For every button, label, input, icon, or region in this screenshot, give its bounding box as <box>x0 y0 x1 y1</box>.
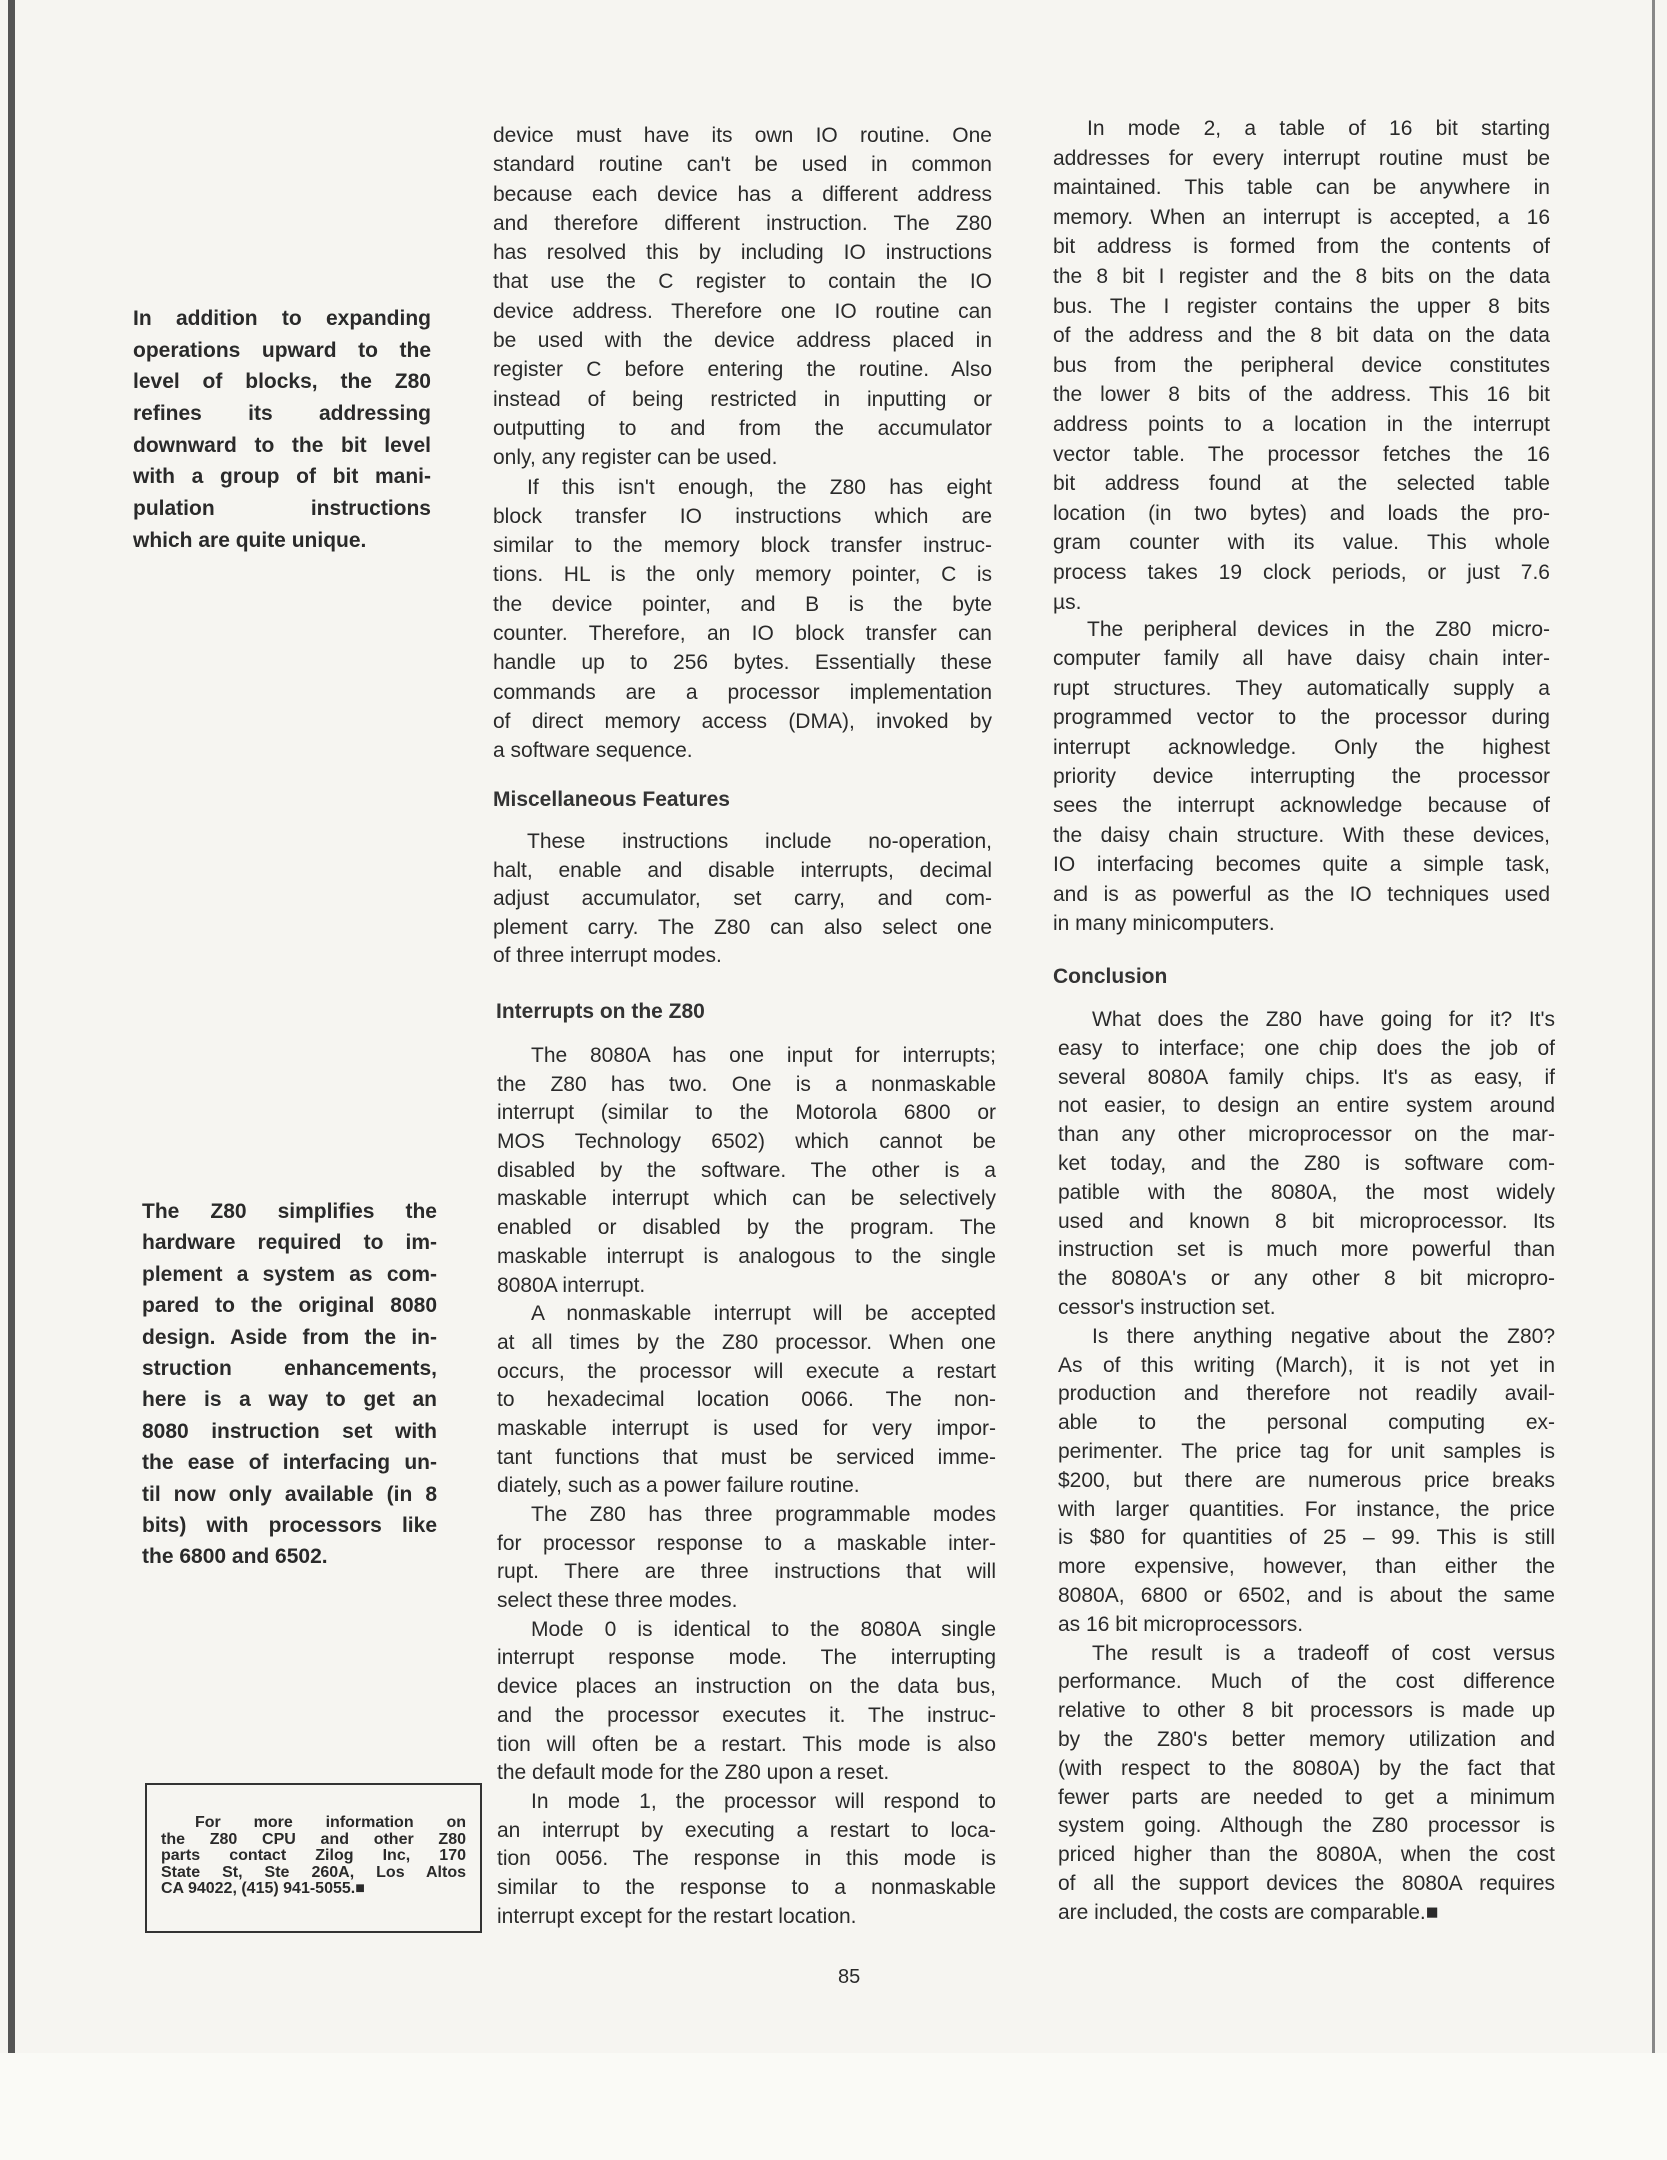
text-line: has resolved this by including IO instructions <box>493 241 992 265</box>
conclusion-text <box>1058 1006 1555 1928</box>
text-line: operations upward to the <box>133 338 431 362</box>
text-line: til now only available (in 8 <box>142 1482 437 1506</box>
text-line: A nonmaskable interrupt will be accepted <box>531 1302 996 1326</box>
text-line: pared to the original 8080 <box>142 1294 437 1318</box>
page-number: 85 <box>838 1966 861 1988</box>
text-line: instead of being restricted in inputting or <box>493 387 992 411</box>
text-line: These instructions include no-operation, <box>527 830 992 853</box>
text-line: downward to the bit level <box>133 433 431 457</box>
text-line: similar to the response to a nonmaskable <box>497 1875 996 1899</box>
text-line: maintained. This table can be anywhere in <box>1053 176 1550 200</box>
text-line: address points to a location in the interrupt <box>1053 412 1550 436</box>
text-line: interrupt except for the restart location. <box>497 1904 857 1928</box>
text-line: disabled by the software. The other is a <box>497 1158 996 1182</box>
text-line: the Z80 has two. One is a nonmaskable <box>497 1072 996 1096</box>
pullquote-hardware <box>142 1196 437 1573</box>
text-line: than any other microprocessor on the mar- <box>1058 1123 1555 1147</box>
text-line: of all the support devices the 8080A requires <box>1058 1871 1555 1895</box>
text-line: IO interfacing becomes quite a simple task, <box>1053 853 1550 877</box>
text-line: the ease of interfacing un- <box>142 1451 437 1475</box>
heading-conclusion: Conclusion <box>1053 965 1168 988</box>
text-line: pulation instructions <box>133 497 431 521</box>
text-line: process takes 19 clock periods, or just 7.6 <box>1053 560 1550 584</box>
text-line: patible with the 8080A, the most widely <box>1058 1180 1555 1204</box>
text-line: CA 94022, (415) 941-5055.■ <box>161 1880 365 1897</box>
text-line: production and therefore not readily avail- <box>1058 1382 1555 1406</box>
text-line: maskable interrupt which can be selectively <box>497 1187 996 1211</box>
text-line: here is a way to get an <box>142 1388 437 1412</box>
text-line: computer family all have daisy chain inter- <box>1053 647 1550 671</box>
text-line: select these three modes. <box>497 1589 738 1613</box>
text-line: diately, such as a power failure routine. <box>497 1474 860 1498</box>
text-line: fewer parts are needed to get a minimum <box>1058 1785 1555 1809</box>
text-line: the lower 8 bits of the address. This 16 bit <box>1053 383 1550 407</box>
text-line: rupt structures. They automatically supply a <box>1053 676 1550 700</box>
text-line: In mode 1, the processor will respond to <box>531 1789 996 1813</box>
text-line: by the Z80's better memory utilization and <box>1058 1727 1555 1751</box>
text-line: the Z80 CPU and other Z80 <box>161 1830 466 1848</box>
text-line: The peripheral devices in the Z80 micro- <box>1087 618 1550 641</box>
text-line: The Z80 simplifies the <box>142 1200 437 1223</box>
text-line: What does the Z80 have going for it? It's <box>1092 1008 1555 1031</box>
text-line: plement carry. The Z80 can also select one <box>493 915 992 939</box>
text-line: priority device interrupting the processor <box>1053 764 1550 788</box>
text-line: block transfer IO instructions which are <box>493 504 992 528</box>
text-line: which are quite unique. <box>133 528 367 552</box>
text-line: interrupt response mode. The interrupting <box>497 1646 996 1670</box>
text-line: cessor's instruction set. <box>1058 1295 1276 1319</box>
text-line: to hexadecimal location 0066. The non- <box>497 1388 996 1412</box>
text-line: and the processor executes it. The instruc- <box>497 1703 996 1727</box>
io-routine-text <box>493 121 992 766</box>
text-line: the default mode for the Z80 upon a reset. <box>497 1761 890 1785</box>
text-line: be used with the device address placed in <box>493 329 992 353</box>
text-line: outputting to and from the accumulator <box>493 416 992 440</box>
pullquote-bit-manipulation <box>133 303 431 557</box>
text-line: tion 0056. The response in this mode is <box>497 1847 996 1871</box>
mode2-text <box>1053 114 1550 617</box>
text-line: more expensive, however, than either the <box>1058 1555 1555 1579</box>
text-line: If this isn't enough, the Z80 has eight <box>527 475 992 499</box>
text-line: perimenter. The price tag for unit samples is <box>1058 1439 1555 1463</box>
text-line: an interrupt by executing a restart to loca- <box>497 1818 996 1842</box>
text-line: MOS Technology 6502) which cannot be <box>497 1130 996 1154</box>
text-line: ket today, and the Z80 is software com- <box>1058 1151 1555 1175</box>
text-line: For more information on <box>195 1814 466 1831</box>
text-line: used and known 8 bit microprocessor. Its <box>1058 1209 1555 1233</box>
info-box <box>145 1783 482 1933</box>
text-line: The 8080A has one input for interrupts; <box>531 1044 996 1067</box>
text-line: with a group of bit mani- <box>133 465 431 489</box>
text-line: adjust accumulator, set carry, and com- <box>493 887 992 911</box>
text-line: that use the C register to contain the IO <box>493 270 992 294</box>
text-line: and is as powerful as the IO techniques used <box>1053 882 1550 906</box>
text-line: bus from the peripheral device constitutes <box>1053 353 1550 377</box>
text-line: able to the personal computing ex- <box>1058 1411 1555 1435</box>
text-line: refines its addressing <box>133 402 431 426</box>
text-line: handle up to 256 bytes. Essentially these <box>493 651 992 675</box>
page-left-edge <box>8 0 15 2053</box>
text-line: programmed vector to the processor during <box>1053 706 1550 730</box>
text-line: $200, but there are numerous price breaks <box>1058 1468 1555 1492</box>
text-line: (with respect to the 8080A) by the fact that <box>1058 1756 1555 1780</box>
heading-miscellaneous-features: Miscellaneous Features <box>493 788 730 811</box>
text-line: addresses for every interrupt routine must be <box>1053 146 1550 170</box>
text-line: counter. Therefore, an IO block transfer can <box>493 622 992 646</box>
text-line: the device pointer, and B is the byte <box>493 592 992 616</box>
text-line: the 8080A's or any other 8 bit micropro- <box>1058 1267 1555 1291</box>
page-right-edge <box>1652 0 1655 2053</box>
text-line: bits) with processors like <box>142 1513 437 1537</box>
text-line: priced higher than the 8080A, when the cost <box>1058 1843 1555 1867</box>
text-line: Mode 0 is identical to the 8080A single <box>531 1617 996 1641</box>
text-line: State St, Ste 260A, Los Altos <box>161 1863 466 1881</box>
text-line: the 8 bit I register and the 8 bits on the data <box>1053 264 1550 288</box>
text-line: because each device has a different address <box>493 182 992 206</box>
text-line: as 16 bit microprocessors. <box>1058 1612 1304 1636</box>
text-line: Is there anything negative about the Z80? <box>1092 1324 1555 1348</box>
text-line: device address. Therefore one IO routine can <box>493 299 992 323</box>
text-line: instruction set is much more powerful than <box>1058 1238 1555 1262</box>
misc-features-text <box>493 828 992 971</box>
text-line: parts contact Zilog Inc, 170 <box>161 1847 466 1864</box>
text-line: In mode 2, a table of 16 bit starting <box>1087 117 1550 140</box>
text-line: of direct memory access (DMA), invoked by <box>493 709 992 733</box>
text-line: enabled or disabled by the program. The <box>497 1216 996 1240</box>
text-line: easy to interface; one chip does the job of <box>1058 1036 1555 1060</box>
text-line: In addition to expanding <box>133 307 431 330</box>
text-line: bit address is formed from the contents of <box>1053 235 1550 259</box>
text-line: performance. Much of the cost difference <box>1058 1670 1555 1694</box>
text-line: of three interrupt modes. <box>493 944 722 968</box>
text-line: 8080A interrupt. <box>497 1273 646 1297</box>
text-line: halt, enable and disable interrupts, decimal <box>493 858 992 882</box>
text-line: location (in two bytes) and loads the pro- <box>1053 501 1550 525</box>
peripheral-devices-text <box>1053 615 1550 938</box>
text-line: system going. Although the Z80 processor is <box>1058 1814 1555 1838</box>
text-line: plement a system as com- <box>142 1262 437 1286</box>
interrupts-text <box>497 1042 996 1931</box>
text-line: commands are a processor implementation <box>493 680 992 704</box>
text-line: the 6800 and 6502. <box>142 1545 328 1569</box>
text-line: for processor response to a maskable inter- <box>497 1531 996 1555</box>
text-line: of the address and the 8 bit data on the data <box>1053 324 1550 348</box>
text-line: hardware required to im- <box>142 1231 437 1255</box>
heading-interrupts: Interrupts on the Z80 <box>496 1000 705 1023</box>
text-line: maskable interrupt is analogous to the single <box>497 1244 996 1268</box>
text-line: maskable interrupt is used for very impor- <box>497 1416 996 1440</box>
text-line: The Z80 has three programmable modes <box>531 1503 996 1526</box>
text-line: in many minicomputers. <box>1053 911 1275 935</box>
text-line: similar to the memory block transfer instruc- <box>493 534 992 558</box>
text-line: bit address found at the selected table <box>1053 472 1550 496</box>
text-line: occurs, the processor will execute a restart <box>497 1359 996 1383</box>
text-line: tant functions that must be serviced imme- <box>497 1445 996 1469</box>
text-line: relative to other 8 bit processors is made up <box>1058 1699 1555 1723</box>
text-line: vector table. The processor fetches the 16 <box>1053 442 1550 466</box>
text-line: standard routine can't be used in common <box>493 153 992 177</box>
text-line: the daisy chain structure. With these devices, <box>1053 823 1550 847</box>
text-line: device places an instruction on the data bus, <box>497 1675 996 1699</box>
text-line: bus. The I register contains the upper 8 bits <box>1053 294 1550 318</box>
text-line: gram counter with its value. This whole <box>1053 531 1550 555</box>
text-line: only, any register can be used. <box>493 446 778 470</box>
text-line: struction enhancements, <box>142 1356 437 1380</box>
text-line: As of this writing (March), it is not yet in <box>1058 1353 1555 1377</box>
text-line: tions. HL is the only memory pointer, C is <box>493 563 992 587</box>
info-box-text <box>161 1815 466 1898</box>
text-line: not easier, to design an entire system around <box>1058 1094 1555 1118</box>
text-line: interrupt (similar to the Motorola 6800 or <box>497 1101 996 1125</box>
text-line: a software sequence. <box>493 739 693 763</box>
text-line: device must have its own IO routine. One <box>493 124 992 147</box>
text-line: 8080 instruction set with <box>142 1419 437 1443</box>
text-line: with larger quantities. For instance, the price <box>1058 1497 1555 1521</box>
text-line: several 8080A family chips. It's as easy, if <box>1058 1065 1555 1089</box>
text-line: and therefore different instruction. The Z80 <box>493 211 992 235</box>
text-line: is $80 for quantities of 25 – 99. This is still <box>1058 1526 1555 1550</box>
text-line: memory. When an interrupt is accepted, a 16 <box>1053 205 1550 229</box>
text-line: 8080A, 6800 or 6502, and is about the same <box>1058 1583 1555 1607</box>
text-line: sees the interrupt acknowledge because of <box>1053 794 1550 818</box>
text-line: rupt. There are three instructions that will <box>497 1560 996 1584</box>
text-line: at all times by the Z80 processor. When one <box>497 1330 996 1354</box>
text-line: design. Aside from the in- <box>142 1325 437 1349</box>
text-line: interrupt acknowledge. Only the highest <box>1053 735 1550 759</box>
text-line: level of blocks, the Z80 <box>133 370 431 394</box>
text-line: tion will often be a restart. This mode is also <box>497 1732 996 1756</box>
text-line: are included, the costs are comparable.■ <box>1058 1900 1439 1924</box>
text-line: The result is a tradeoff of cost versus <box>1092 1641 1555 1665</box>
text-line: µs. <box>1053 590 1082 614</box>
text-line: register C before entering the routine. Also <box>493 358 992 382</box>
